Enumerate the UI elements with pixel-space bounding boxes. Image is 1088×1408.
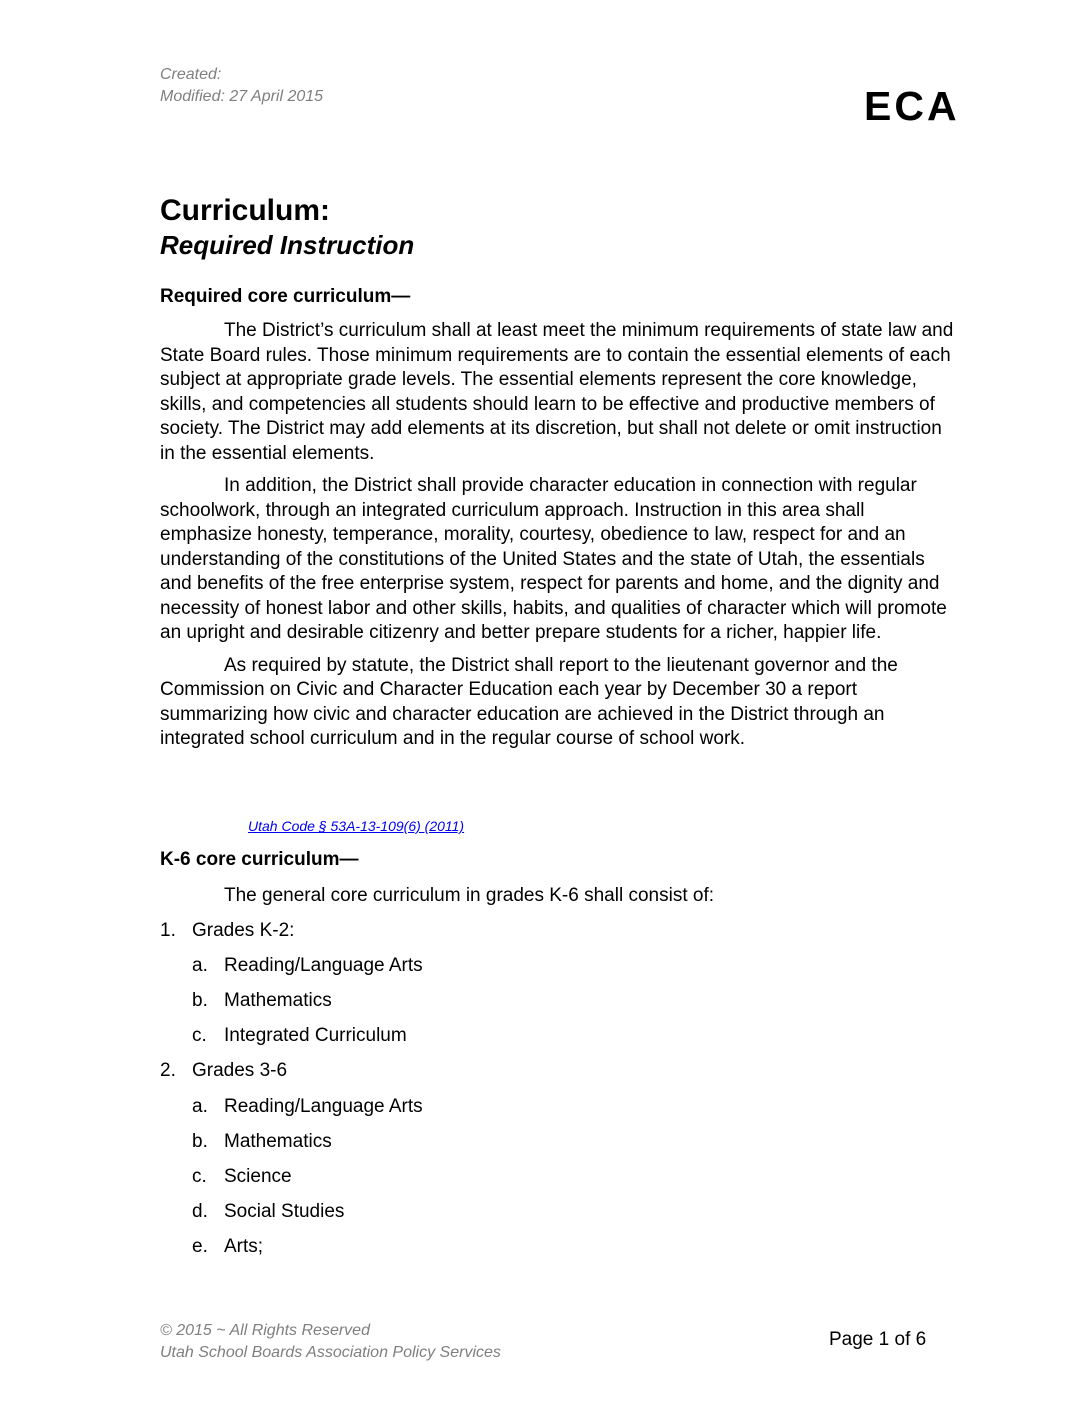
list-item <box>192 989 332 1013</box>
list-marker: b. <box>192 1131 208 1152</box>
list-marker: c. <box>192 1166 207 1187</box>
page-title: Curriculum: <box>160 194 331 227</box>
list-item <box>192 1095 423 1119</box>
list-item <box>192 1200 344 1224</box>
list-item <box>192 954 423 978</box>
list-marker: 1. <box>160 920 176 941</box>
page-subtitle: Required Instruction <box>160 230 415 260</box>
list-item-label: Social Studies <box>224 1201 345 1222</box>
paragraph: In addition, the District shall provide character education in connection with regular schoolwork, through an integrated curriculum approach. Instruction in this area shall emphasize honesty, temperance, morality, courtesy, obedience to law, respect for and an understanding of the constitutions of the United States and the state of Utah, the essentials and benefits of the free enterprise system, respect for parents and home, and the dignity and necessity of honest labor and other skills, habits, and qualities of character which will promote an upright and desirable citizenry and better prepare students for a richer, happier life. <box>160 475 947 643</box>
list-item <box>192 1235 263 1259</box>
list-item-label: Reading/Language Arts <box>224 955 423 976</box>
list-item <box>192 1024 407 1048</box>
created-label: Created: <box>160 66 222 83</box>
list-item-label: Mathematics <box>224 1131 332 1152</box>
list-item <box>192 1130 332 1154</box>
list-marker: a. <box>192 1096 208 1117</box>
policy-code: ECA <box>864 83 960 129</box>
section-intro-k6: The general core curriculum in grades K-6 shall consist of: <box>224 885 715 906</box>
list-item-label: Mathematics <box>224 990 332 1011</box>
list-marker: e. <box>192 1236 208 1257</box>
list-item-label: Integrated Curriculum <box>224 1025 407 1046</box>
list-item <box>160 919 294 943</box>
list-item <box>160 1059 287 1083</box>
list-item <box>192 1165 292 1189</box>
modified-date: Modified: 27 April 2015 <box>160 88 324 105</box>
list-marker: c. <box>192 1025 207 1046</box>
paragraph: As required by statute, the District shall report to the lieutenant governor and the Commission on Civic and Character Education each year by December 30 a report summarizing how civic and character education are achieved in the District through an integrated school curriculum and in the regular course of school work. <box>160 654 898 749</box>
list-item-label: Grades 3-6 <box>192 1060 288 1081</box>
list-marker: a. <box>192 955 208 976</box>
section-heading-k6-core: K-6 core curriculum— <box>160 849 359 870</box>
list-marker: d. <box>192 1201 208 1222</box>
section-body-required-core <box>160 319 960 760</box>
list-marker: 2. <box>160 1060 176 1081</box>
page-number: Page 1 of 6 <box>829 1329 927 1350</box>
list-item-label: Grades K-2: <box>192 920 295 941</box>
document-metadata <box>160 64 323 108</box>
statute-citation-link[interactable]: Utah Code § 53A-13-109(6) (2011) <box>248 818 465 834</box>
list-marker: b. <box>192 990 208 1011</box>
copyright-notice: © 2015 ~ All Rights Reserved <box>160 1322 370 1339</box>
footer-copyright-block <box>160 1320 501 1364</box>
list-item-label: Science <box>224 1166 292 1187</box>
publisher-name: Utah School Boards Association Policy Services <box>160 1344 501 1361</box>
list-item-label: Reading/Language Arts <box>224 1096 423 1117</box>
section-heading-required-core: Required core curriculum— <box>160 286 411 307</box>
paragraph: The District’s curriculum shall at least meet the minimum requirements of state law and State Board rules. Those minimum requirements are to contain the essential elements of each subject at appropriate grade levels. The essential elements represent the core knowledge, skills, and competencies all students should learn to be effective and productive members of society. The District may add elements at its discretion, but shall not delete or omit instruction in the essential elements. <box>160 320 954 464</box>
list-item-label: Arts; <box>224 1236 264 1257</box>
